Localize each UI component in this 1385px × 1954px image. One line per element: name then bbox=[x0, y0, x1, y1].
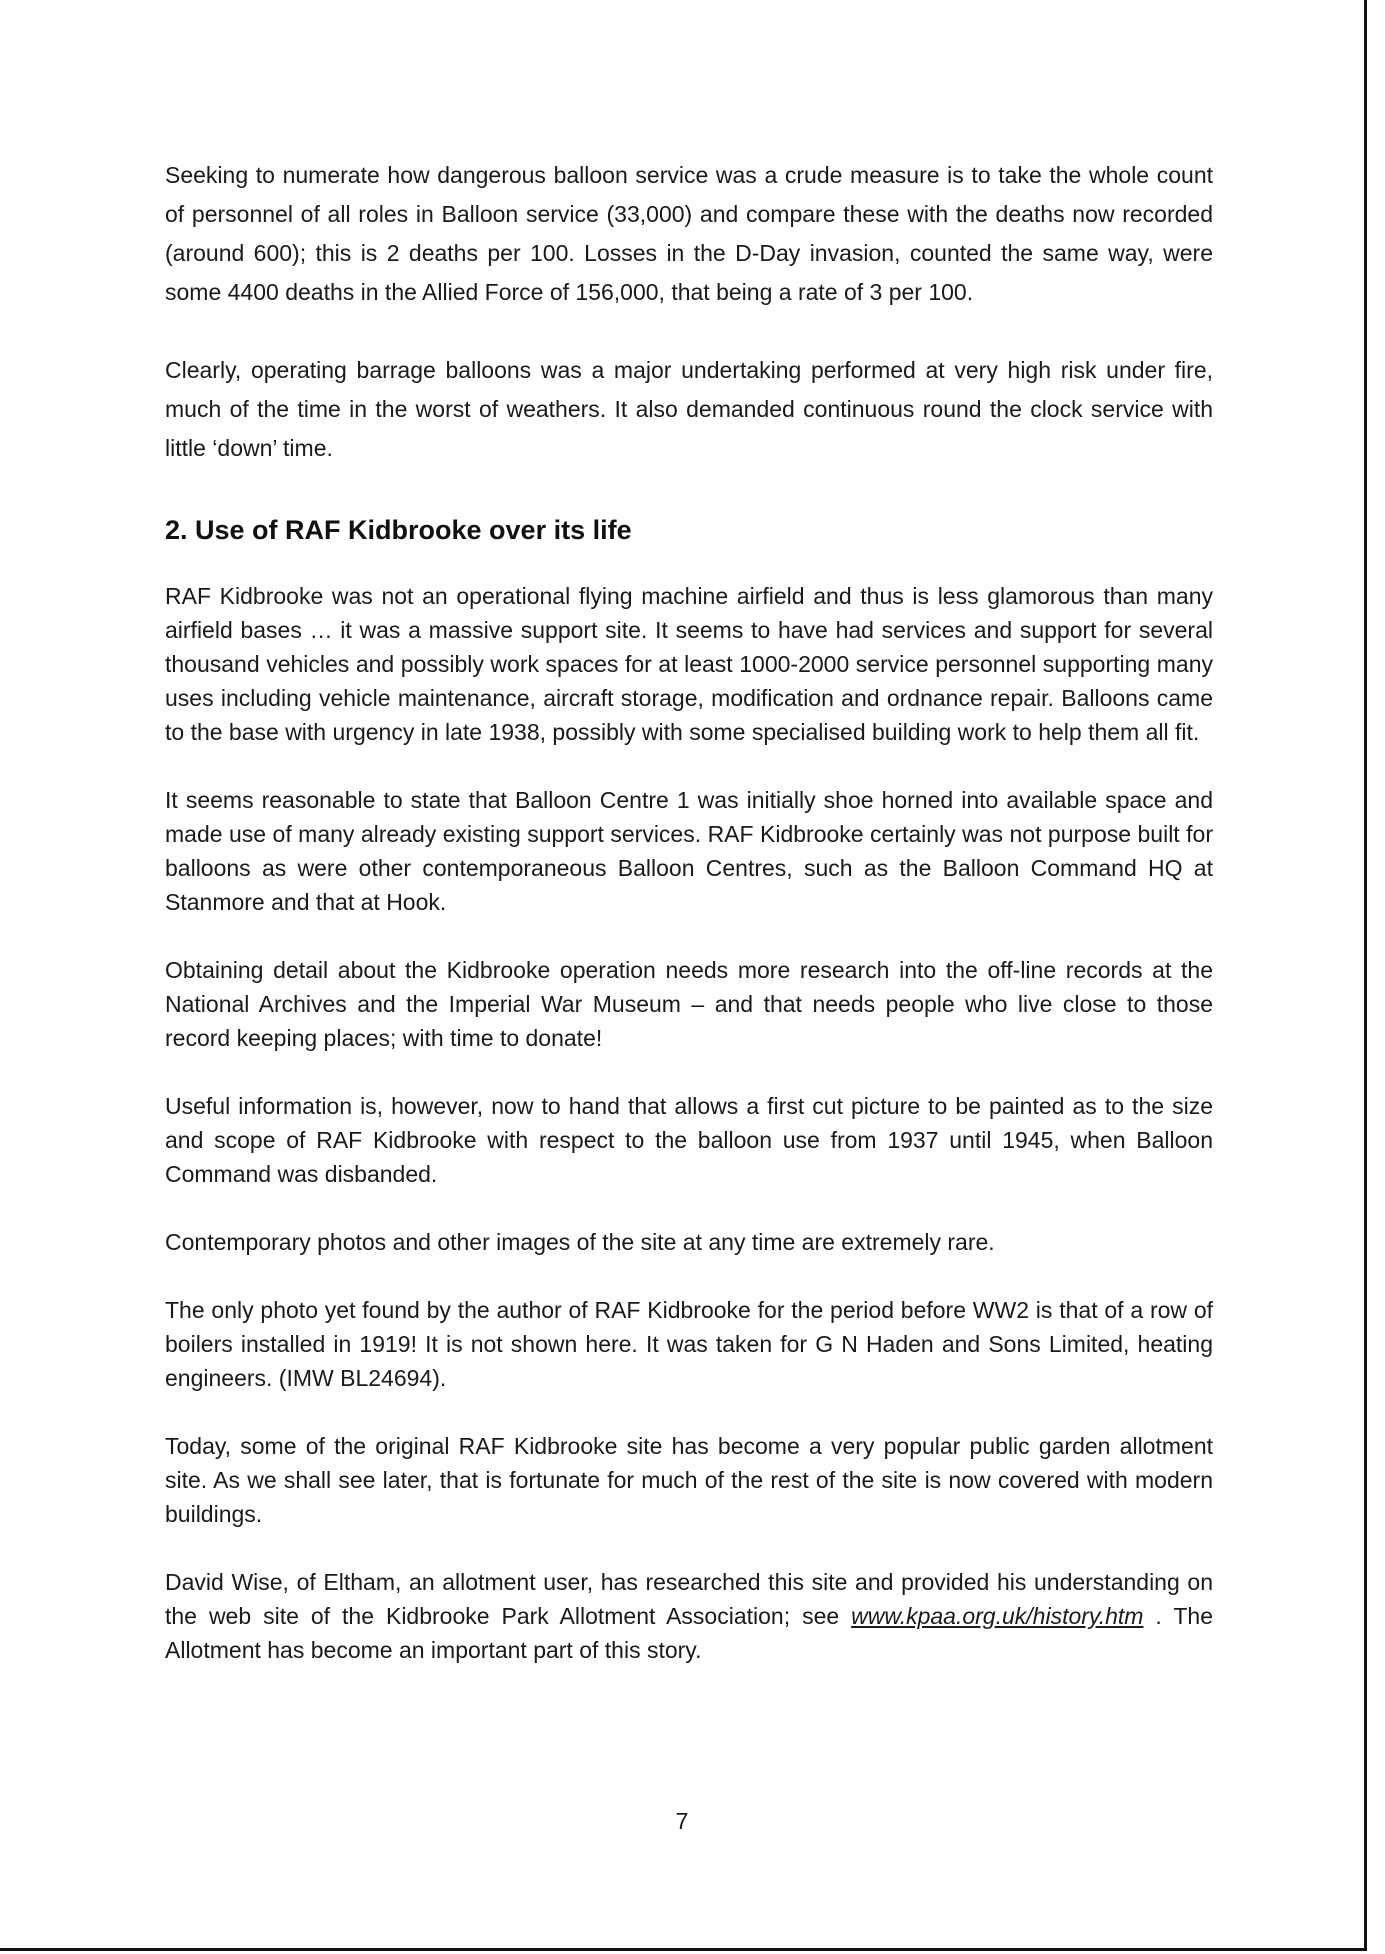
page-number: 7 bbox=[675, 1808, 689, 1834]
paragraph-text: David Wise, of Eltham, an allotment user, has researched this site and provided his understanding on the web site of the Kidbrooke Park Allotment Association; see bbox=[165, 1569, 1213, 1629]
kpaa-history-link[interactable]: www.kpaa.org.uk/history.htm bbox=[851, 1603, 1144, 1629]
section-heading: 2. Use of RAF Kidbrooke over its life bbox=[165, 515, 632, 545]
paragraph-useful-information: Useful information is, however, now to hand that allows a first cut picture to be painted as to the size and scope of RAF Kidbrooke with respect to the balloon use from 1937 until 1945, when Balloon Command was disbanded. bbox=[165, 1093, 1213, 1187]
paragraph-allotment-site: Today, some of the original RAF Kidbrooke site has become a very popular public garden allotment site. As we shall see later, that is fortunate for much of the rest of the site is now covered with modern buildings. bbox=[165, 1433, 1213, 1527]
paragraph-balloon-centre: It seems reasonable to state that Balloon Centre 1 was initially shoe horned into available space and made use of many already existing support services. RAF Kidbrooke certainly was not purpose built for balloons as were other contemporaneous Balloon Centres, such as the Balloon Command HQ at Stanmore and that at Hook. bbox=[165, 787, 1213, 915]
paragraph-boilers-photo: The only photo yet found by the author of RAF Kidbrooke for the period before WW2 is that of a row of boilers installed in 1919! It is not shown here. It was taken for G N Haden and Sons Limited, heating engineers. (IMW BL24694). bbox=[165, 1297, 1213, 1391]
paragraph-rare-photos: Contemporary photos and other images of the site at any time are extremely rare. bbox=[165, 1229, 995, 1255]
paragraph-kidbrooke-support: RAF Kidbrooke was not an operational flying machine airfield and thus is less glamorous than many airfield bases … it was a massive support site. It seems to have had services and support for several thousand vehicles and possibly work spaces for at least 1000-2000 service personnel supporting many uses including vehicle maintenance, aircraft storage, modification and ordnance repair. Balloons came to the base with urgency in late 1938, possibly with some specialised building work to help them all fit. bbox=[165, 583, 1213, 745]
paragraph-balloon-risk: Seeking to numerate how dangerous balloon service was a crude measure is to take the whole count of personnel of all roles in Balloon service (33,000) and compare these with the deaths now recorded (around 600); this is 2 deaths per 100. Losses in the D-Day invasion, counted the same way, were some 4400 deaths in the Allied Force of 156,000, that being a rate of 3 per 100. bbox=[165, 162, 1213, 305]
paragraph-balloon-operations: Clearly, operating barrage balloons was a major undertaking performed at very high risk under fire, much of the time in the worst of weathers. It also demanded continuous round the clock service with little ‘down’ time. bbox=[165, 357, 1213, 461]
paragraph-david-wise bbox=[165, 1565, 1213, 1667]
document-body bbox=[165, 156, 1213, 1667]
paragraph-research-needed: Obtaining detail about the Kidbrooke operation needs more research into the off-line records at the National Archives and the Imperial War Museum – and that needs people who live close to those record keeping places; with time to donate! bbox=[165, 957, 1213, 1051]
paragraph-text: . The Allotment has become an important part of this story. bbox=[165, 1603, 1213, 1663]
